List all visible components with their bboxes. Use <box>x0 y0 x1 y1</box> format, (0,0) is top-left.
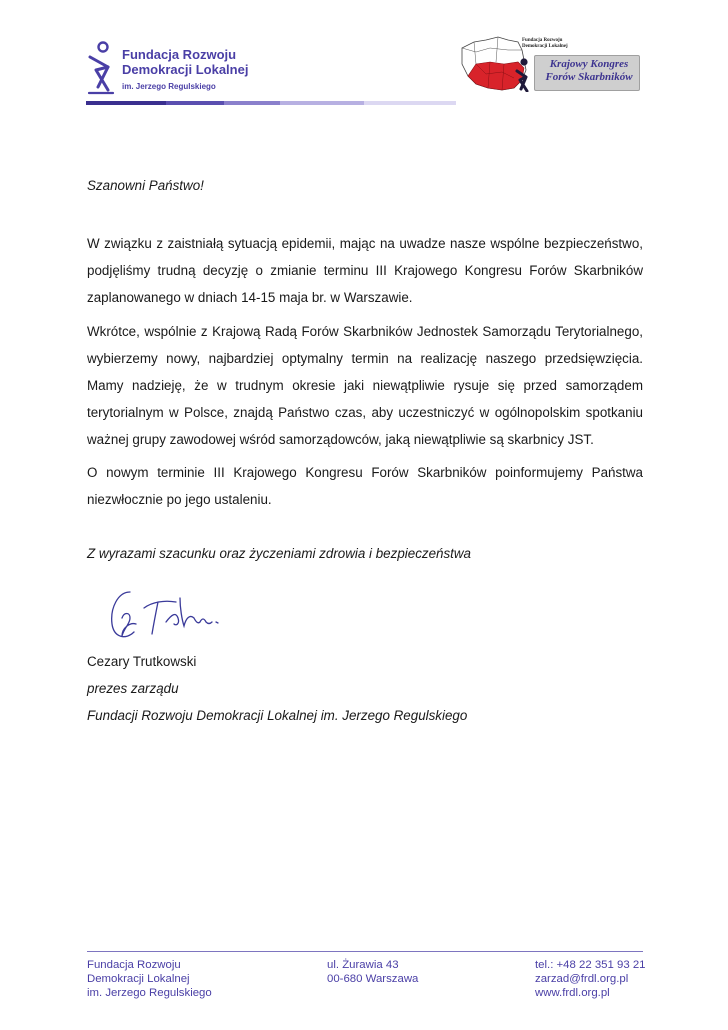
kongres-small-line2: Demokracji Lokalnej <box>522 44 568 49</box>
signature-block <box>87 648 467 729</box>
signer-name: Cezary Trutkowski <box>87 654 197 669</box>
footer-website[interactable]: www.frdl.org.pl <box>535 987 610 999</box>
bar-segment <box>166 101 224 105</box>
kongres-title-line1: Krajowy Kongres <box>549 58 629 70</box>
footer-email[interactable]: zarzad@frdl.org.pl <box>535 973 629 985</box>
person-figure-icon <box>86 40 116 96</box>
footer-line: ul. Żurawia 43 <box>327 959 399 971</box>
paragraph-text: O nowym terminie III Krajowego Kongresu Forów Skarbników poinformujemy Państwa niezwłocznie po jego ustaleniu. <box>87 465 643 507</box>
kongres-logo <box>456 34 642 94</box>
footer-divider <box>87 951 643 952</box>
kongres-small-line1: Fundacja Rozwoju <box>522 38 563 43</box>
bar-segment <box>364 101 456 105</box>
signer-organization: Fundacji Rozwoju Demokracji Lokalnej im. Jerzego Regulskiego <box>87 708 468 723</box>
footer-line: 00-680 Warszawa <box>327 973 419 985</box>
frdl-logo-name <box>122 47 248 77</box>
kongres-logo-small-text <box>522 38 568 50</box>
frdl-logo-subtitle: im. Jerzego Regulskiego <box>122 82 216 91</box>
paragraph-text: Wkrótce, wspólnie z Krajową Radą Forów Skarbników Jednostek Samorządu Terytorialnego, wybierzemy nowy, najbardziej optymalny termin na realizację naszego przedsięwzięcia. Mamy nadzieję, że w trudnym okresie jaki niewątpliwie rysuje się przed samorządem terytorialnym w Polsce, znajdą Państwo czas, aby uczestniczyć w ogólnopolskim spotkaniu ważnej grupy zawodowej wśród samorządowców, jaką niewątpliwie są skarbnicy JST. <box>87 324 643 447</box>
paragraph-3 <box>87 459 643 513</box>
footer-line: im. Jerzego Regulskiego <box>87 987 212 999</box>
footer-line: Fundacja Rozwoju <box>87 959 181 971</box>
salutation: Szanowni Państwo! <box>87 178 204 193</box>
handwritten-signature-icon <box>100 578 230 648</box>
bar-segment <box>86 101 166 105</box>
footer-address <box>327 958 418 986</box>
footer-phone: tel.: +48 22 351 93 21 <box>535 959 646 971</box>
signer-role: prezes zarządu <box>87 681 179 696</box>
footer-org <box>87 958 212 1000</box>
paragraph-text: W związku z zaistniałą sytuacją epidemii, mając na uwadze nasze wspólne bezpieczeństwo, podjęliśmy trudną decyzję o zmianie terminu III Krajowego Kongresu Forów Skarbników zaplanowanego w dniach 14-15 maja br. w Warszawie. <box>87 236 643 305</box>
paragraph-2 <box>87 318 643 453</box>
footer-contact <box>535 958 646 1000</box>
kongres-title <box>542 58 636 84</box>
footer-line: Demokracji Lokalnej <box>87 973 190 985</box>
kongres-title-line2: Forów Skarbników <box>545 71 633 83</box>
frdl-logo <box>86 38 286 98</box>
frdl-logo-line2: Demokracji Lokalnej <box>122 62 249 77</box>
frdl-logo-line1: Fundacja Rozwoju <box>122 47 237 62</box>
bar-segment <box>224 101 280 105</box>
bar-segment <box>280 101 364 105</box>
paragraph-1 <box>87 230 643 311</box>
closing-line: Z wyrazami szacunku oraz życzeniami zdrowia i bezpieczeństwa <box>87 546 472 561</box>
